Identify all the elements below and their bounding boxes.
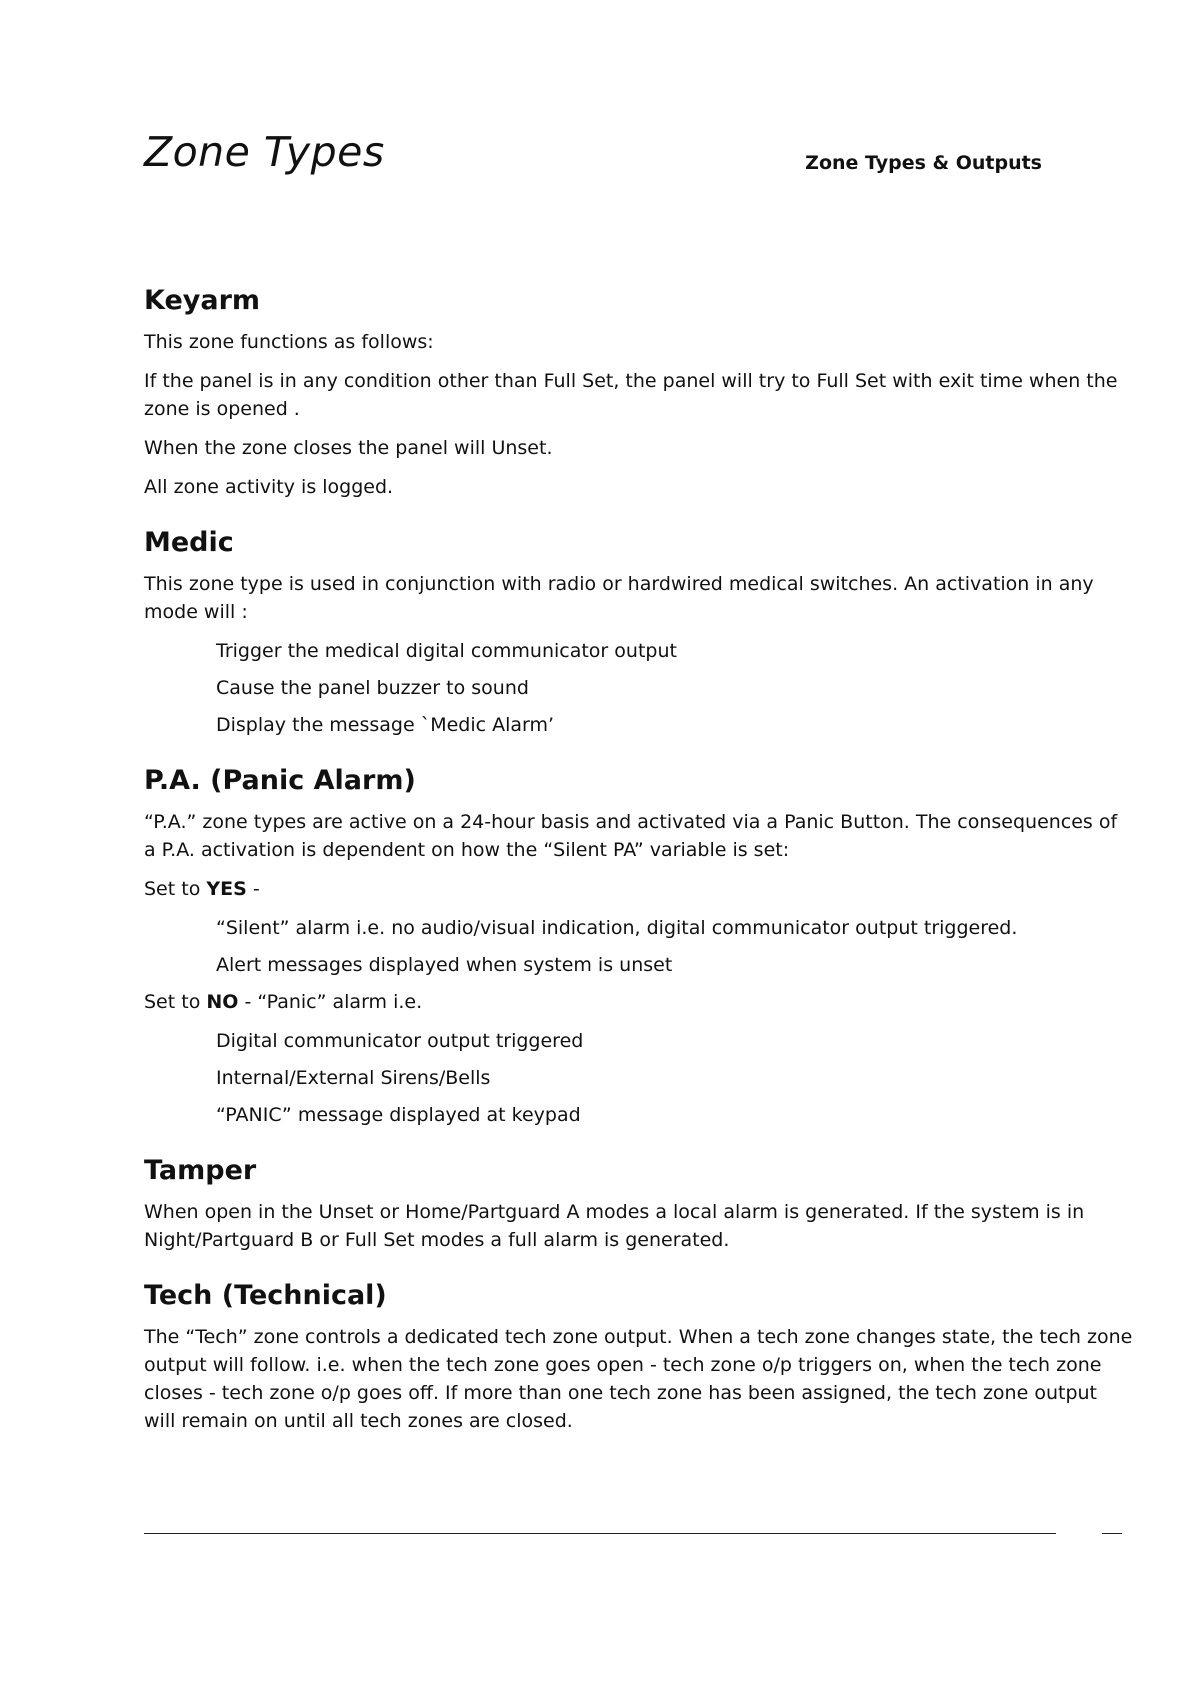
keyarm-paragraph: When the zone closes the panel will Unset. [144, 437, 553, 459]
section-tamper [144, 1155, 1134, 1254]
tech-heading: Tech (Technical) [144, 1280, 387, 1311]
section-panic-alarm [144, 765, 1134, 1129]
page-title: Zone Types [144, 128, 385, 176]
tamper-body: When open in the Unset or Home/Partguard A modes a local alarm is generated. If the system is in Night/Partguard B or Full Set modes a full alarm is generated. [144, 1201, 1085, 1251]
pa-no-item: Internal/External Sirens/Bells [216, 1067, 491, 1089]
pa-intro: “P.A.” zone types are active on a 24-hour basis and activated via a Panic Button. The consequences of a P.A. activation is dependent on how the “Silent PA” variable is set: [144, 811, 1118, 861]
pa-yes-suffix: - [246, 878, 260, 900]
tamper-heading: Tamper [144, 1155, 257, 1186]
pa-yes-value: YES [206, 878, 247, 900]
pa-heading: P.A. (Panic Alarm) [144, 765, 416, 796]
tech-body: The “Tech” zone controls a dedicated tech zone output. When a tech zone changes state, the tech zone output will follow. i.e. when the tech zone goes open - tech zone o/p triggers on, when the tech zone closes - tech zone o/p goes off. If more than one tech zone has been assigned, the tech zone output will remain on until all tech zones are closed. [144, 1326, 1133, 1432]
section-label: Zone Types & Outputs [805, 152, 1042, 174]
pa-yes-item: Alert messages displayed when system is unset [216, 954, 673, 976]
medic-list-item: Display the message `Medic Alarm’ [216, 714, 555, 736]
pa-no-item: Digital communicator output triggered [216, 1030, 584, 1052]
medic-heading: Medic [144, 527, 234, 558]
pa-no-item: “PANIC” message displayed at keypad [216, 1104, 581, 1126]
medic-list-item: Cause the panel buzzer to sound [216, 677, 529, 699]
footer-dash [1102, 1533, 1122, 1534]
pa-set-yes [144, 875, 1134, 903]
section-tech [144, 1280, 1134, 1435]
pa-no-prefix: Set to [144, 991, 207, 1013]
footer-rule [144, 1533, 1056, 1534]
medic-intro: This zone type is used in conjunction with radio or hardwired medical switches. An activation in any mode will : [144, 573, 1094, 623]
medic-list-item: Trigger the medical digital communicator output [216, 640, 677, 662]
pa-no-suffix: - “Panic” alarm i.e. [238, 991, 423, 1013]
section-keyarm [144, 285, 1134, 501]
pa-yes-item: “Silent” alarm i.e. no audio/visual indication, digital communicator output triggered. [216, 917, 1018, 939]
keyarm-paragraph: If the panel is in any condition other than Full Set, the panel will try to Full Set with exit time when the zone is opened . [144, 370, 1118, 420]
keyarm-paragraph: This zone functions as follows: [144, 331, 434, 353]
section-medic [144, 527, 1134, 739]
page-content [144, 285, 1134, 1461]
keyarm-heading: Keyarm [144, 285, 261, 316]
keyarm-paragraph: All zone activity is logged. [144, 476, 394, 498]
pa-yes-prefix: Set to [144, 878, 207, 900]
pa-no-value: NO [206, 991, 239, 1013]
pa-set-no [144, 988, 1134, 1016]
